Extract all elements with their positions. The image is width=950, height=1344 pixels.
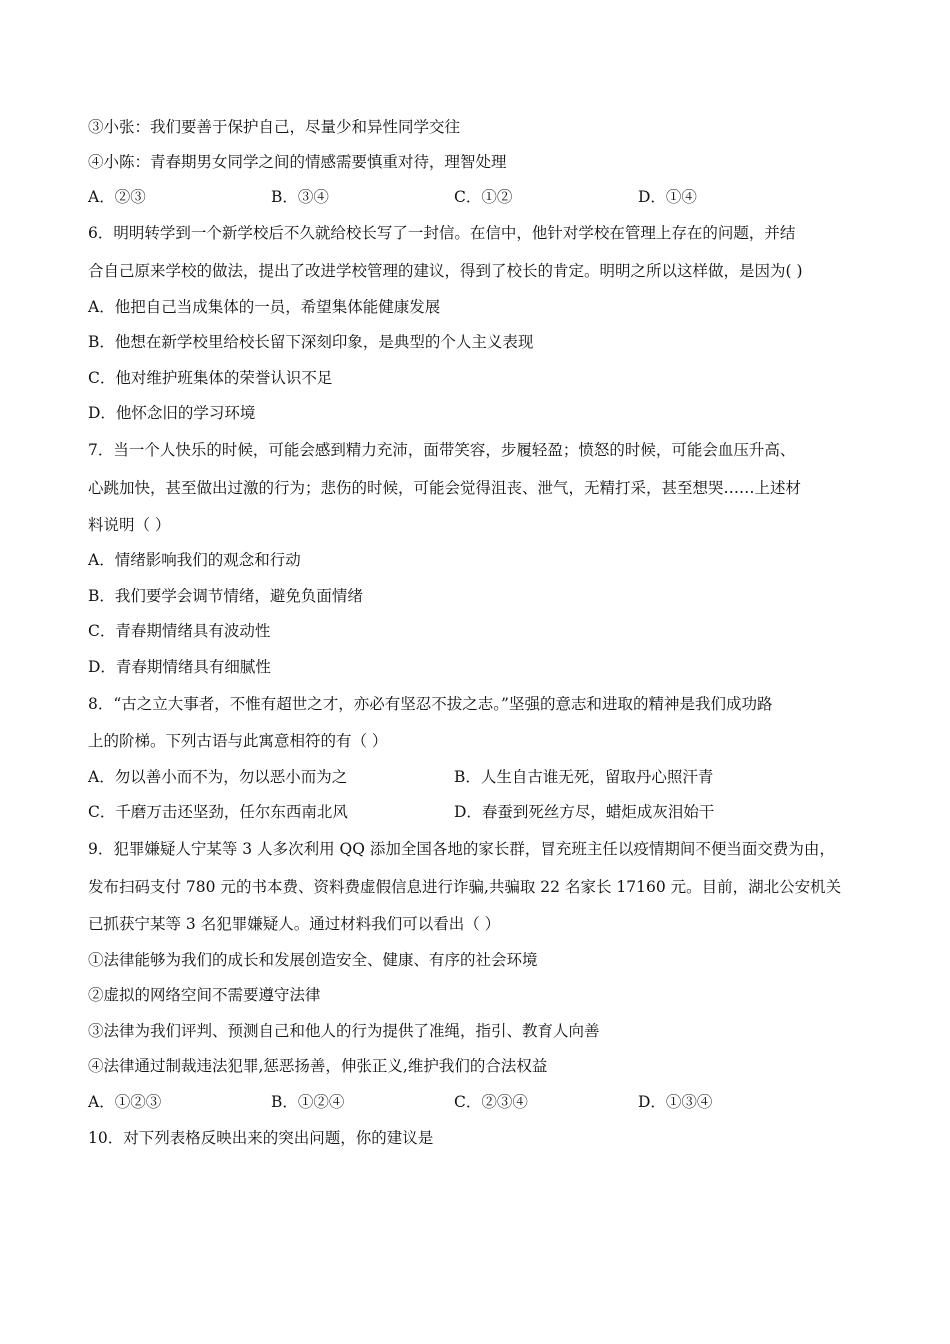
q9-option-d: D．①③④ (638, 1093, 713, 1111)
q6-stem-line-2: 合自己原来学校的做法，提出了改进学校管理的建议，得到了校长的肯定。明明之所以这样做，是因为( ) (88, 262, 803, 280)
q8-option-d: D．春蚕到死丝方尽，蜡炬成灰泪始干 (454, 803, 715, 821)
q6-option-a: A．他把自己当成集体的一员，希望集体能健康发展 (88, 298, 441, 316)
q9-stem-line-1: 9．犯罪嫌疑人宁某等 3 人多次利用 QQ 添加全国各地的家长群，冒充班主任以疫情期间不便当面交费为由， (88, 840, 835, 858)
q7-stem-line-3: 料说明（ ） (88, 516, 171, 534)
q8-option-c: C．千磨万击还坚劲，任尔东西南北风 (88, 803, 348, 821)
q9-statement-3: ③法律为我们评判、预测自己和他人的行为提供了准绳，指引、教育人向善 (88, 1022, 600, 1040)
q7-option-b: B．我们要学会调节情绪，避免负面情绪 (88, 587, 363, 605)
q9-option-a: A．①②③ (88, 1093, 162, 1111)
q10-stem-line-1: 10．对下列表格反映出来的突出问题，你的建议是 (88, 1129, 434, 1147)
q8-stem-line-2: 上的阶梯。下列古语与此寓意相符的有（ ） (88, 732, 388, 750)
q9-statement-2: ②虚拟的网络空间不需要遵守法律 (88, 986, 321, 1004)
q6-stem-line-1: 6．明明转学到一个新学校后不久就给校长写了一封信。在信中，他针对学校在管理上存在的问题，并结 (88, 224, 796, 242)
q5-statement-4: ④小陈：青春期男女同学之间的情感需要慎重对待，理智处理 (88, 153, 507, 171)
q9-statement-4: ④法律通过制裁违法犯罪,惩恶扬善，伸张正义,维护我们的合法权益 (88, 1057, 548, 1075)
q5-option-a: A．②③ (88, 188, 146, 206)
q9-stem-line-3: 已抓获宁某等 3 名犯罪嫌疑人。通过材料我们可以看出（ ） (88, 915, 501, 933)
q8-stem-line-1: 8．“古之立大事者，不惟有超世之才，亦必有坚忍不拔之志。”坚强的意志和进取的精神是我们成功路 (88, 695, 773, 713)
q9-stem-line-2: 发布扫码支付 780 元的书本费、资料费虚假信息进行诈骗,共骗取 22 名家长 17160 元。目前，湖北公安机关 (88, 878, 842, 896)
q7-stem-line-2: 心跳加快，甚至做出过激的行为；悲伤的时候，可能会觉得沮丧、泄气，无精打采，甚至想哭……上述材 (88, 479, 802, 497)
q7-option-a: A．情绪影响我们的观念和行动 (88, 551, 301, 569)
q7-stem-line-1: 7．当一个人快乐的时候，可能会感到精力充沛，面带笑容，步履轻盈；愤怒的时候，可能会血压升高、 (88, 441, 796, 459)
q6-option-b: B．他想在新学校里给校长留下深刻印象，是典型的个人主义表现 (88, 333, 534, 351)
q9-statement-1: ①法律能够为我们的成长和发展创造安全、健康、有序的社会环境 (88, 951, 538, 969)
q9-option-c: C．②③④ (454, 1093, 528, 1111)
q5-option-b: B．③④ (271, 188, 329, 206)
q8-option-b: B．人生自古谁无死，留取丹心照汗青 (454, 768, 714, 786)
q6-option-d: D．他怀念旧的学习环境 (88, 404, 256, 422)
q5-option-d: D．①④ (638, 188, 697, 206)
q7-option-d: D．青春期情绪具有细腻性 (88, 658, 271, 676)
q5-statement-3: ③小张：我们要善于保护自己，尽量少和异性同学交往 (88, 118, 461, 136)
q7-option-c: C．青春期情绪具有波动性 (88, 622, 271, 640)
q9-option-b: B．①②④ (271, 1093, 345, 1111)
q6-option-c: C．他对维护班集体的荣誉认识不足 (88, 369, 333, 387)
q8-option-a: A．勿以善小而不为，勿以恶小而为之 (88, 768, 348, 786)
q5-option-c: C．①② (454, 188, 513, 206)
